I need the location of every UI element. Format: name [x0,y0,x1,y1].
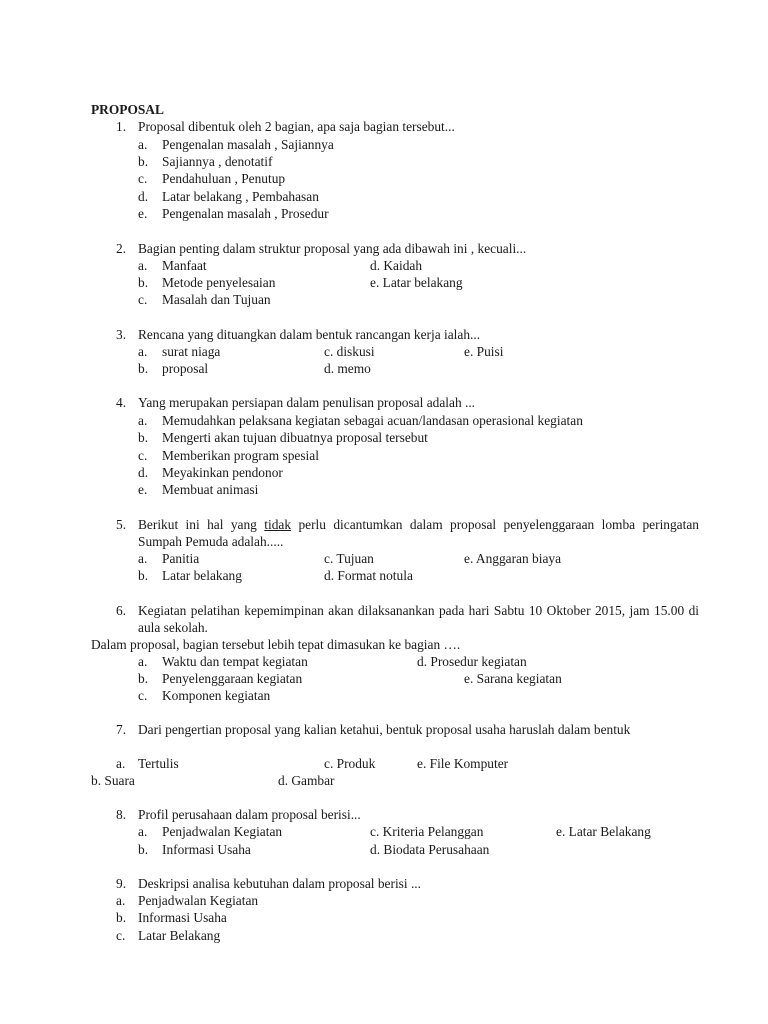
question-text: Bagian penting dalam struktur proposal yang ada dibawah ini , kecuali... [138,241,527,256]
option-letter: c. [138,292,148,307]
option-text: Komponen kegiatan [162,688,271,703]
option-text: e. Latar Belakang [556,824,651,839]
option-text: c. Kriteria Pelanggan [370,824,484,839]
option-text: Informasi Usaha [162,842,251,857]
option-letter: d. [138,465,149,480]
option-text: c. Produk [324,756,376,771]
option-text: Sajiannya , denotatif [162,154,273,169]
option-text: d. Gambar [278,773,335,788]
option-text: proposal [162,361,209,376]
option-text: Tertulis [138,756,179,771]
option-letter: a. [138,258,148,273]
option-text: d. Kaidah [370,258,423,273]
option-text: Memudahkan pelaksana kegiatan sebagai acuan/landasan operasional kegiatan [162,413,583,428]
question-number: 8. [116,807,127,822]
option-text: Waktu dan tempat kegiatan [162,654,308,669]
option-text: Manfaat [162,258,207,273]
option-text: Metode penyelesaian [162,275,276,290]
option-letter: a. [116,756,126,771]
option-text: d. Prosedur kegiatan [417,654,527,669]
question-number: 7. [116,722,127,737]
option-text: Pengenalan masalah , Sajiannya [162,137,334,152]
option-letter: b. [138,361,149,376]
option-text: e. Sarana kegiatan [464,671,562,686]
option-letter: b. [138,568,149,583]
question-number: 9. [116,876,127,891]
option-text: e. Anggaran biaya [464,551,562,566]
option-letter: a. [116,893,126,908]
question-text: Proposal dibentuk oleh 2 bagian, apa saja bagian tersebut... [138,119,455,134]
question-number: 6. [116,603,127,618]
option-text: e. File Komputer [417,756,509,771]
option-letter: c. [116,928,126,943]
option-letter: c. [138,688,148,703]
question-subtext: Dalam proposal, bagian tersebut lebih tepat dimasukan ke bagian …. [91,637,461,652]
question-text: Rencana yang dituangkan dalam bentuk rancangan kerja ialah... [138,327,481,342]
option-letter: a. [138,413,148,428]
option-letter: a. [138,654,148,669]
option-text: c. diskusi [324,344,375,359]
option-letter: a. [138,824,148,839]
option-text: Memberikan program spesial [162,448,319,463]
question-text: Berikut ini hal yang tidak perlu dicantumkan dalam proposal penyelenggaraan lomba peringatan Sumpah Pemuda adalah..... [138,517,699,549]
option-text: Latar Belakang [138,928,221,943]
option-text: Latar belakang , Pembahasan [162,189,319,204]
option-letter: b. [138,430,149,445]
question-number: 1. [116,119,127,134]
option-letter: a. [138,551,148,566]
question-number: 3. [116,327,127,342]
option-letter: a. [138,344,148,359]
option-text: Latar belakang [162,568,242,583]
option-text: Pendahuluan , Penutup [162,171,286,186]
option-letter: d. [138,189,149,204]
option-text: Masalah dan Tujuan [162,292,271,307]
option-text: d. memo [324,361,371,376]
question-number: 4. [116,395,127,410]
option-text: Membuat animasi [162,482,259,497]
option-text: c. Tujuan [324,551,374,566]
question-text: Kegiatan pelatihan kepemimpinan akan dilaksanankan pada hari Sabtu 10 Oktober 2015, jam 15.00 di aula sekolah. [138,603,699,635]
option-letter: b. [138,671,149,686]
option-letter: a. [138,137,148,152]
page-title: PROPOSAL [91,102,164,117]
question-text: Yang merupakan persiapan dalam penulisan proposal adalah ... [138,395,476,410]
option-text: Mengerti akan tujuan dibuatnya proposal tersebut [162,430,428,445]
option-text: e. Latar belakang [370,275,463,290]
underlined-word: tidak [264,517,292,532]
option-letter: e. [138,482,148,497]
option-text: Meyakinkan pendonor [162,465,283,480]
question-text: Dari pengertian proposal yang kalian ketahui, bentuk proposal usaha haruslah dalam bentuk [138,722,631,737]
question-text: Deskripsi analisa kebutuhan dalam proposal berisi ... [138,876,421,891]
option-text: Panitia [162,551,200,566]
question-text: Profil perusahaan dalam proposal berisi... [138,807,361,822]
question-number: 5. [116,517,127,532]
option-text: Informasi Usaha [138,910,227,925]
option-text: b. Suara [91,773,135,788]
option-text: d. Biodata Perusahaan [370,842,490,857]
option-text: e. Puisi [464,344,504,359]
option-text: surat niaga [162,344,221,359]
question-number: 2. [116,241,127,256]
option-letter: b. [138,154,149,169]
option-letter: b. [116,910,127,925]
option-letter: c. [138,171,148,186]
option-letter: b. [138,275,149,290]
option-letter: c. [138,448,148,463]
option-text: Penyelenggaraan kegiatan [162,671,303,686]
option-letter: b. [138,842,149,857]
option-text: Penjadwalan Kegiatan [162,824,283,839]
option-text: Pengenalan masalah , Prosedur [162,206,329,221]
option-text: d. Format notula [324,568,413,583]
option-text: Penjadwalan Kegiatan [138,893,259,908]
option-letter: e. [138,206,148,221]
